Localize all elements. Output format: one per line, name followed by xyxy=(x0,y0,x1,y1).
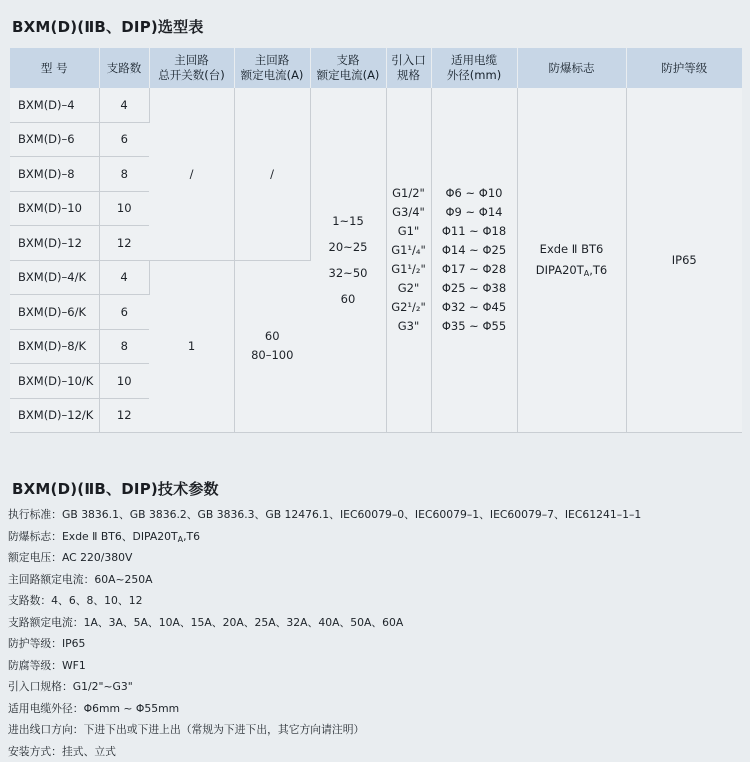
param-inlet: 引入口规格：G1/2"~G3" xyxy=(8,676,641,698)
ex-mark-line-2: $DIPA20T_A,T6$ xyxy=(518,260,626,282)
main-current-value: 80–100 xyxy=(235,346,311,365)
param-cable: 适用电缆外径：Φ6mm ~ Φ55mm xyxy=(8,698,641,720)
param-install: 安装方式：挂式、立式 xyxy=(8,741,641,762)
row-branches: 12 xyxy=(99,398,149,433)
group2-main-switch: 1 xyxy=(149,260,234,433)
ex-mark-line-1: Exde Ⅱ BT6 xyxy=(518,239,626,260)
inlet-cell xyxy=(386,88,431,433)
group2-main-current xyxy=(234,260,310,433)
param-branch-current: 支路额定电流：1A、3A、5A、10A、15A、20A、25A、32A、40A、50A、60A xyxy=(8,612,641,634)
row-branches: 10 xyxy=(99,364,149,399)
row-model: BXM(D)–8 xyxy=(10,157,99,192)
header-ex-mark: 防爆标志 xyxy=(517,48,626,88)
param-protection: 防护等级：IP65 xyxy=(8,633,641,655)
row-model: BXM(D)–6 xyxy=(10,122,99,157)
row-branches: 10 xyxy=(99,191,149,226)
branch-current-cell xyxy=(310,88,386,433)
row-model: BXM(D)–12/K xyxy=(10,398,99,433)
header-inlet: 引入口 规格 xyxy=(386,48,431,88)
inlet-value: G1¹/₂" xyxy=(387,260,431,279)
row-branches: 4 xyxy=(99,260,149,295)
ex-mark-cell xyxy=(517,88,626,433)
row-branches: 8 xyxy=(99,157,149,192)
inlet-value: G2" xyxy=(387,279,431,298)
tech-params-list xyxy=(8,504,641,762)
cable-value: Φ6 ~ Φ10 xyxy=(432,184,517,203)
cable-cell xyxy=(431,88,517,433)
row-model: BXM(D)–10 xyxy=(10,191,99,226)
main-current-value: 60 xyxy=(235,327,311,346)
row-branches: 8 xyxy=(99,329,149,364)
row-branches: 6 xyxy=(99,122,149,157)
cable-value: Φ11 ~ Φ18 xyxy=(432,222,517,241)
group1-main-switch: / xyxy=(149,88,234,260)
row-model: BXM(D)–10/K xyxy=(10,364,99,399)
selection-table xyxy=(10,48,742,433)
inlet-value: G3/4" xyxy=(387,203,431,222)
row-branches: 12 xyxy=(99,226,149,261)
tech-params-title: BXM(D)(ⅡB、DIP)技术参数 xyxy=(12,478,219,499)
header-cable: 适用电缆 外径(mm) xyxy=(431,48,517,88)
cable-value: Φ25 ~ Φ38 xyxy=(432,279,517,298)
group1-main-current: / xyxy=(234,88,310,260)
param-ex-mark: 防爆标志：Exde Ⅱ BT6、$DIPA20T_A,T6$ xyxy=(8,526,641,548)
param-direction: 进出线口方向：下进下出或下进上出（常规为下进下出，其它方向请注明） xyxy=(8,719,641,741)
inlet-value: G3" xyxy=(387,317,431,336)
branch-current-value: 60 xyxy=(311,286,386,312)
inlet-value: G1" xyxy=(387,222,431,241)
inlet-value: G1/2" xyxy=(387,184,431,203)
inlet-value: G1¹/₄" xyxy=(387,241,431,260)
protection-cell: IP65 xyxy=(626,88,742,433)
branch-current-value: 32~50 xyxy=(311,260,386,286)
selection-table-title: BXM(D)(ⅡB、DIP)选型表 xyxy=(12,16,204,37)
param-main-current: 主回路额定电流：60A~250A xyxy=(8,569,641,591)
param-standard: 执行标准：GB 3836.1、GB 3836.2、GB 3836.3、GB 12476.1、IEC60079–0、IEC60079–1、IEC60079–7、IEC61241–1–1 xyxy=(8,504,641,526)
header-protection: 防护等级 xyxy=(626,48,742,88)
row-branches: 6 xyxy=(99,295,149,330)
branch-current-value: 20~25 xyxy=(311,234,386,260)
table-row xyxy=(10,88,742,122)
cable-value: Φ35 ~ Φ55 xyxy=(432,317,517,336)
row-model: BXM(D)–8/K xyxy=(10,329,99,364)
table-header-row xyxy=(10,48,742,88)
param-branches: 支路数：4、6、8、10、12 xyxy=(8,590,641,612)
header-model: 型 号 xyxy=(10,48,99,88)
cable-value: Φ9 ~ Φ14 xyxy=(432,203,517,222)
cable-value: Φ32 ~ Φ45 xyxy=(432,298,517,317)
header-main-current: 主回路 额定电流(A) xyxy=(234,48,310,88)
row-model: BXM(D)–4 xyxy=(10,88,99,122)
header-main-switch: 主回路 总开关数(台) xyxy=(149,48,234,88)
row-model: BXM(D)–4/K xyxy=(10,260,99,295)
row-branches: 4 xyxy=(99,88,149,122)
row-model: BXM(D)–12 xyxy=(10,226,99,261)
row-model: BXM(D)–6/K xyxy=(10,295,99,330)
inlet-value: G2¹/₂" xyxy=(387,298,431,317)
branch-current-value: 1~15 xyxy=(311,208,386,234)
param-anticorrosion: 防腐等级：WF1 xyxy=(8,655,641,677)
cable-value: Φ14 ~ Φ25 xyxy=(432,241,517,260)
header-branch-current: 支路 额定电流(A) xyxy=(310,48,386,88)
param-voltage: 额定电压：AC 220/380V xyxy=(8,547,641,569)
cable-value: Φ17 ~ Φ28 xyxy=(432,260,517,279)
header-branches: 支路数 xyxy=(99,48,149,88)
